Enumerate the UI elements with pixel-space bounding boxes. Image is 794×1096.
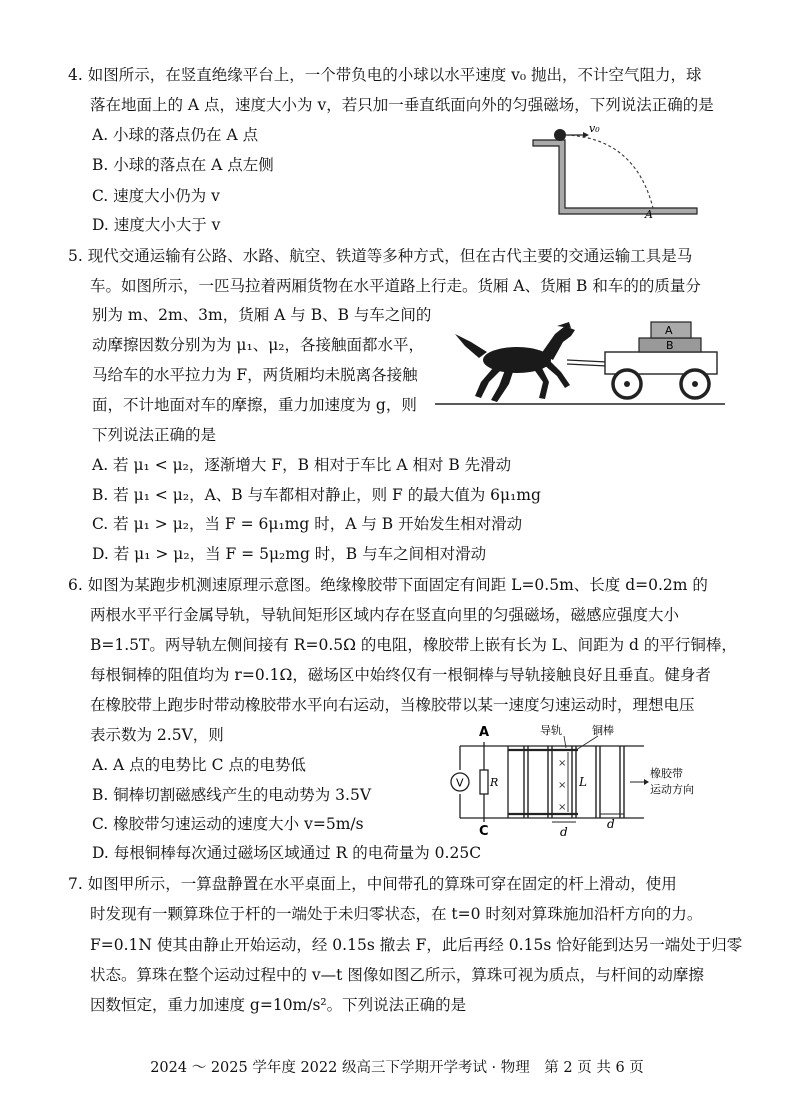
q6-figure [448, 722, 728, 840]
q7-stem-line-1: 7. 如图甲所示，一算盘静置在水平桌面上，中间带孔的算珠可穿在固定的杆上滑动，使用 [68, 875, 677, 893]
q6-stem-line-2: 两根水平平行金属导轨，导轨间矩形区域内存在竖直向里的匀强磁场，磁感应强度大小 [90, 606, 680, 624]
resistor-label: R [490, 776, 499, 789]
wheel-right-icon [681, 370, 709, 398]
q4-v0-label: v₀ [589, 122, 600, 135]
q5-stem-line-2: 车。如图所示，一匹马拉着两厢货物在水平道路上行走。货厢 A、货厢 B 和车的的质量分 [90, 277, 701, 295]
q7-stem-line-4: 状态。算珠在整个运动过程中的 v—t 图像如图乙所示，算珠可视为质点，与杆间的动摩擦 [90, 966, 704, 984]
svg-text:×: × [558, 758, 567, 769]
q5-stem-line-7: 下列说法正确的是 [92, 426, 217, 444]
voltmeter-label: V [456, 776, 464, 790]
page-footer: 2024 ～ 2025 学年度 2022 级高三下学期开学考试 · 物理 第 2 页 共 6 页 [150, 1060, 644, 1076]
q4-stem-line-1: 4. 如图所示，在竖直绝缘平台上，一个带负电的小球以水平速度 v₀ 抛出，不计空气阻力，球 [68, 66, 702, 84]
spacing-d-label-1: d [560, 825, 568, 839]
resistor-icon [480, 770, 498, 794]
rail-label: 导轨 [540, 724, 562, 737]
svg-text:×: × [558, 780, 567, 791]
q5-stem-line-5: 马给车的水平拉力为 F，两货厢均未脱离各接触 [92, 366, 418, 384]
spacing-d-label-2: d [607, 817, 615, 831]
trajectory-curve [566, 135, 653, 208]
q6-stem-line-4: 每根铜棒的阻值均为 r=0.1Ω，磁场区中始终仅有一根铜棒与导轨接触良好且垂直。健身者 [90, 666, 711, 684]
q6-stem-line-6: 表示数为 2.5V，则 [90, 726, 224, 744]
q5-stem-line-6: 面，不计地面对车的摩擦，重力加速度为 g，则 [92, 396, 417, 414]
q5-stem-line-4: 动摩擦因数分别为为 μ₁、μ₂，各接触面都水平， [92, 336, 425, 354]
q6-option-a: A. A 点的电势比 C 点的电势低 [92, 756, 306, 774]
voltmeter-icon [451, 773, 469, 791]
q5-option-c: C. 若 μ₁ > μ₂，当 F = 6μ₁mg 时，A 与 B 开始发生相对滑动 [92, 515, 523, 533]
belt-label: 橡胶带 [650, 767, 683, 780]
q5-stem-line-3: 别为 m、2m、3m，货厢 A 与 B、B 与车之间的 [92, 306, 432, 324]
q4-option-b: B. 小球的落点在 A 点左侧 [92, 156, 274, 174]
q4-option-d: D. 速度大小大于 v [92, 216, 221, 234]
q5-figure [435, 312, 725, 412]
rod-label: 铜棒 [592, 724, 614, 737]
ball-icon [554, 129, 566, 141]
q6-option-c: C. 橡胶带匀速运动的速度大小 v=5m/s [92, 815, 364, 833]
crate-a-label: A [665, 324, 673, 337]
q4-stem-line-2: 落在地面上的 A 点，速度大小为 v，若只加一垂直纸面向外的匀强磁场，下列说法正确的是 [90, 96, 714, 114]
q6-stem-line-5: 在橡胶带上跑步时带动橡胶带水平向右运动，当橡胶带以某一速度匀速运动时，理想电压 [90, 696, 695, 714]
q7-stem-line-5: 因数恒定，重力加速度 g=10m/s²。下列说法正确的是 [90, 996, 467, 1014]
q4-option-c: C. 速度大小仍为 v [92, 187, 220, 205]
q4-option-a: A. 小球的落点仍在 A 点 [92, 126, 259, 144]
q5-option-d: D. 若 μ₁ > μ₂，当 F = 5μ₂mg 时，B 与车之间相对滑动 [92, 545, 487, 563]
wheel-left-icon [613, 370, 641, 398]
point-c-label: C [479, 824, 489, 839]
q4-figure [525, 118, 705, 220]
q6-option-b: B. 铜棒切割磁感线产生的电动势为 3.5V [92, 786, 372, 804]
platform-shape [533, 140, 697, 214]
q5-stem-line-1: 5. 现代交通运输有公路、水路、航空、铁道等多种方式，但在古代主要的交通运输工具是马 [68, 247, 693, 265]
crate-b-label: B [666, 339, 674, 352]
q6-stem-line-1: 6. 如图为某跑步机测速原理示意图。绝缘橡胶带下面固定有间距 L=0.5m、长度 d=0.2m 的 [68, 576, 708, 594]
q7-stem-line-3: F=0.1N 使其由静止开始运动，经 0.15s 撤去 F，此后再经 0.15s 恰好能到达另一端处于归零 [90, 936, 743, 954]
q4-point-a-label: A [645, 208, 653, 220]
direction-label: 运动方向 [650, 783, 694, 796]
horse-icon [455, 322, 575, 402]
point-a-label: A [479, 725, 490, 740]
q7-stem-line-2: 时发现有一颗算珠位于杆的一端处于未归零状态，在 t=0 时刻对算珠施加沿杆方向的力。 [90, 905, 703, 923]
q5-option-a: A. 若 μ₁ < μ₂，逐渐增大 F，B 相对于车比 A 相对 B 先滑动 [92, 456, 512, 474]
length-l-label: L [579, 775, 587, 789]
q6-option-d: D. 每根铜棒每次通过磁场区域通过 R 的电荷量为 0.25C [92, 844, 482, 862]
q6-stem-line-3: B=1.5T。两导轨左侧间接有 R=0.5Ω 的电阻，橡胶带上嵌有长为 L、间距为 d 的平行铜棒， [90, 636, 737, 654]
field-marks [558, 758, 566, 813]
svg-text:×: × [558, 802, 567, 813]
q5-option-b: B. 若 μ₁ < μ₂，A、B 与车都相对静止，则 F 的最大值为 6μ₁mg [92, 486, 541, 504]
copper-rods [524, 746, 624, 818]
